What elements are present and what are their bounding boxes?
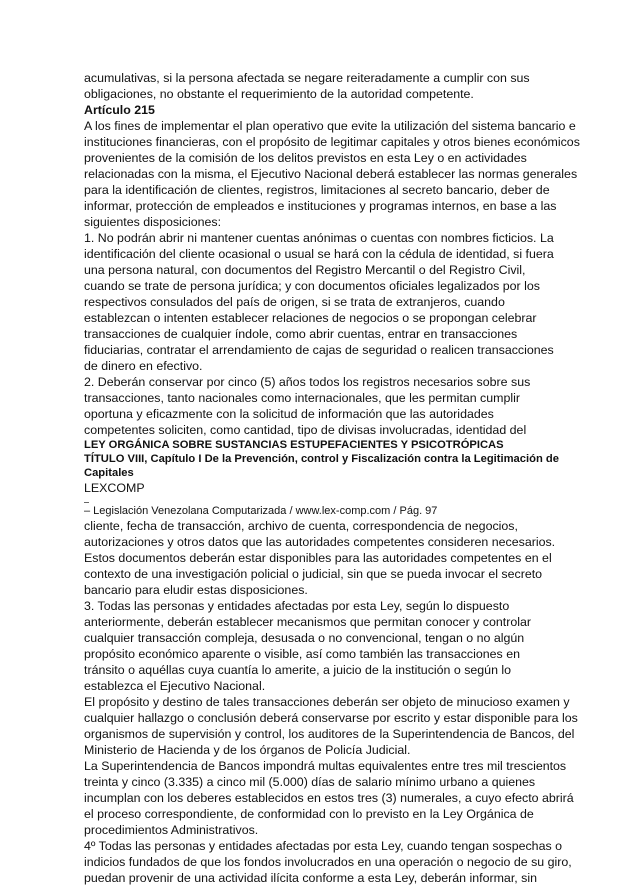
page-footer-reference: – Legislación Venezolana Computarizada / www.lex-comp.com / Pág. 97 (84, 505, 438, 517)
text-line: incumplan con los deberes establecidos en estos tres (3) numerales, a cuyo efecto abrirá (84, 791, 574, 805)
text-line: acumulativas, si la persona afectada se negare reiteradamente a cumplir con sus (84, 71, 530, 85)
text-line: anteriormente, deberán establecer mecanismos que permitan conocer y controlar (84, 615, 531, 629)
text-line: A los fines de implementar el plan operativo que evite la utilización del sistema bancario e (84, 119, 576, 133)
text-line: bancario para eludir estas disposiciones. (84, 583, 308, 597)
text-line: transacciones de cualquier índole, como abrir cuentas, entrar en transacciones (84, 327, 518, 341)
text-line: 4º Todas las personas y entidades afectadas por esta Ley, cuando tengan sospechas o (84, 839, 562, 853)
text-line: indicios fundados de que los fondos involucrados en una operación o negocio de su giro, (84, 855, 572, 869)
text-line: El propósito y destino de tales transacciones deberán ser objeto de minucioso examen y (84, 695, 570, 709)
text-line: Estos documentos deberán estar disponibles para las autoridades competentes en el (84, 551, 552, 565)
text-line: siguientes disposiciones: (84, 215, 222, 229)
text-line: instituciones financieras, con el propósito de legitimar capitales y otros bienes económicos (84, 135, 580, 149)
article-heading: Artículo 215 (84, 103, 155, 117)
text-line: cualquier transacción compleja, desusada o no convencional, tengan o no algún (84, 631, 525, 645)
text-line: una persona natural, con documentos del Registro Mercantil o del Registro Civil, (84, 263, 526, 277)
text-line: treinta y cinco (3.335) a cinco mil (5.000) días de salario mínimo urbano a quienes (84, 775, 536, 789)
text-line: obligaciones, no obstante el requerimiento de la autoridad competente. (84, 87, 474, 101)
text-line: cliente, fecha de transacción, archivo de cuenta, correspondencia de negocios, (84, 519, 518, 533)
text-line: competentes soliciten, como cantidad, tipo de divisas involucradas, identidad del (84, 423, 527, 437)
law-title: LEY ORGÁNICA SOBRE SUSTANCIAS ESTUPEFACIENTES Y PSICOTRÓPICAS (84, 439, 504, 451)
text-line: fiduciarias, contratar el arrendamiento de cajas de seguridad o realicen transacciones (84, 343, 554, 357)
text-line: establezca el Ejecutivo Nacional. (84, 679, 266, 693)
text-line: contexto de una investigación policial o judicial, sin que se pueda invocar el secreto (84, 567, 543, 581)
text-line: informar, protección de empleados e instituciones y programas internos, en base a las (84, 199, 557, 213)
text-line: transacciones, tanto nacionales como internacionales, que les permitan cumplir (84, 391, 520, 405)
text-line: puedan provenir de una actividad ilícita conforme a esta Ley, deberán informar, sin (84, 871, 537, 885)
text-line: identificación del cliente ocasional o usual se hará con la cédula de identidad, si fuera (84, 247, 554, 261)
text-line: establezcan o intenten establecer relaciones de negocios o se propongan celebrar (84, 311, 537, 325)
publisher-name: LEXCOMP (84, 481, 145, 495)
text-line: 1. No podrán abrir ni mantener cuentas anónimas o cuentas con nombres ficticios. La (84, 231, 554, 245)
section-title-line1: TÍTULO VIII, Capítulo I De la Prevención, control y Fiscalización contra la Legitimación de (84, 453, 559, 465)
text-line: 3. Todas las personas y entidades afectadas por esta Ley, según lo dispuesto (84, 599, 510, 613)
text-line: respectivos consulados del país de origen, si se trata de extranjeros, cuando (84, 295, 505, 309)
running-header (84, 438, 559, 518)
document-text-part2 (84, 518, 578, 886)
text-line: procedimientos Administrativos. (84, 823, 259, 837)
text-line: para la identificación de clientes, registros, limitaciones al secreto bancario, deber de (84, 183, 550, 197)
text-line: 2. Deberán conservar por cinco (5) años todos los registros necesarios sobre sus (84, 375, 531, 389)
text-line: cuando se trate de persona jurídica; y con documentos oficiales legalizados por los (84, 279, 540, 293)
text-line: oportuna y eficazmente con la solicitud de información que las autoridades (84, 407, 494, 421)
text-line: tránsito o aquéllas cuya cuantía lo amerite, a juicio de la institución o según lo (84, 663, 512, 677)
document-text-part1 (84, 70, 580, 438)
text-line: propósito económico aparente o visible, así como también las transacciones en (84, 647, 520, 661)
text-line: el proceso correspondiente, de conformidad con lo previsto en la Ley Orgánica de (84, 807, 534, 821)
text-line: cualquier hallazgo o conclusión deberá conservarse por escrito y estar disponible para los (84, 711, 578, 725)
text-line: La Superintendencia de Bancos impondrá multas equivalentes entre tres mil trescientos (84, 759, 567, 773)
text-line: autorizaciones y otros datos que las autoridades competentes consideren necesarios. (84, 535, 556, 549)
text-line: provenientes de la comisión de los delitos previstos en esta Ley o en actividades (84, 151, 527, 165)
section-title-line2: Capitales (84, 467, 134, 479)
text-line: de dinero en efectivo. (84, 359, 203, 373)
document-page (84, 70, 580, 886)
text-line: Ministerio de Hacienda y de los órganos de Policía Judicial. (84, 743, 411, 757)
text-line: organismos de supervisión y control, los auditores de la Superintendencia de Bancos, del (84, 727, 575, 741)
text-line: relacionadas con la misma, el Ejecutivo Nacional deberá establecer las normas generales (84, 167, 578, 181)
